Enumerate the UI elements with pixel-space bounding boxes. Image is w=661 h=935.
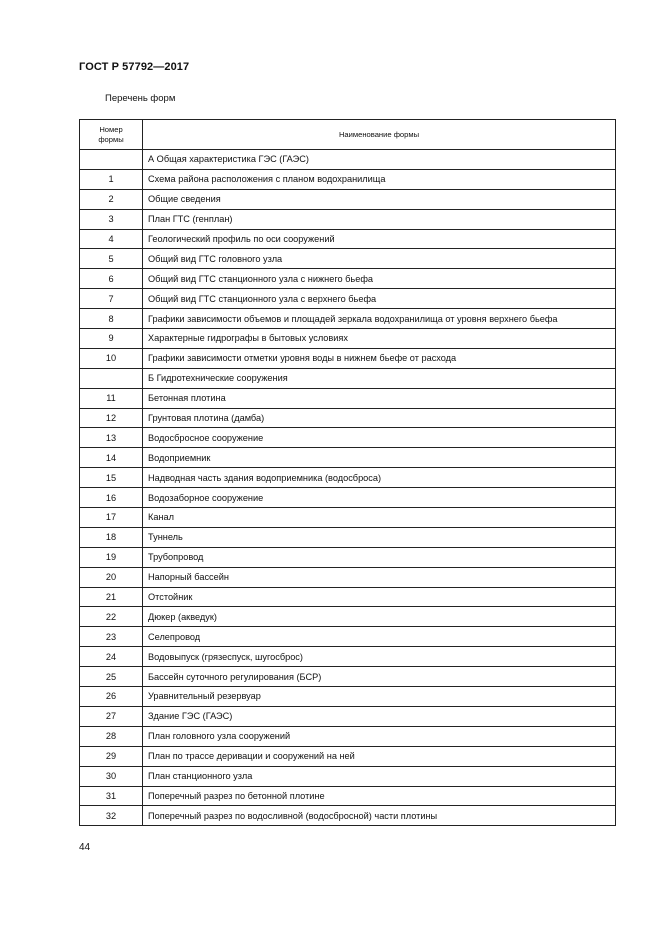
form-name-cell: Отстойник — [143, 587, 616, 607]
form-name-cell: Трубопровод — [143, 547, 616, 567]
table-row — [80, 806, 616, 826]
form-number-cell: 19 — [80, 547, 143, 567]
form-name-cell: Селепровод — [143, 627, 616, 647]
form-name-cell: План ГТС (генплан) — [143, 209, 616, 229]
forms-table — [79, 119, 616, 826]
form-number-cell: 32 — [80, 806, 143, 826]
form-number-cell: 28 — [80, 726, 143, 746]
form-number-cell: 3 — [80, 209, 143, 229]
table-row — [80, 766, 616, 786]
form-name-cell: Геологический профиль по оси сооружений — [143, 229, 616, 249]
form-number-cell: 29 — [80, 746, 143, 766]
form-name-cell: План по трассе деривации и сооружений на ней — [143, 746, 616, 766]
table-row — [80, 746, 616, 766]
form-name-cell: Характерные гидрографы в бытовых условиях — [143, 329, 616, 349]
table-row — [80, 508, 616, 528]
table-row — [80, 567, 616, 587]
form-number-cell: 31 — [80, 786, 143, 806]
table-row — [80, 488, 616, 508]
form-number-cell: 4 — [80, 229, 143, 249]
table-row — [80, 329, 616, 349]
table-row — [80, 169, 616, 189]
form-name-cell: Водоприемник — [143, 448, 616, 468]
table-row — [80, 309, 616, 329]
form-name-cell: Поперечный разрез по бетонной плотине — [143, 786, 616, 806]
form-name-cell: Здание ГЭС (ГАЭС) — [143, 706, 616, 726]
form-number-cell: 25 — [80, 667, 143, 687]
form-name-cell: Туннель — [143, 527, 616, 547]
form-number-cell: 5 — [80, 249, 143, 269]
table-row — [80, 249, 616, 269]
page-number: 44 — [79, 842, 91, 853]
form-number-cell — [80, 368, 143, 388]
table-row — [80, 587, 616, 607]
table-row — [80, 667, 616, 687]
form-name-cell: Общий вид ГТС головного узла — [143, 249, 616, 269]
form-name-cell: Водовыпуск (грязеспуск, шугосброс) — [143, 647, 616, 667]
table-row — [80, 607, 616, 627]
form-number-cell: 7 — [80, 289, 143, 309]
form-number-cell: 20 — [80, 567, 143, 587]
table-row — [80, 468, 616, 488]
form-name-cell: Общий вид ГТС станционного узла с верхнего бьефа — [143, 289, 616, 309]
table-row — [80, 687, 616, 707]
form-number-cell: 14 — [80, 448, 143, 468]
form-name-cell: План головного узла сооружений — [143, 726, 616, 746]
form-number-cell: 23 — [80, 627, 143, 647]
form-name-cell: Общие сведения — [143, 189, 616, 209]
form-number-cell: 22 — [80, 607, 143, 627]
form-name-cell: Надводная часть здания водоприемника (водосброса) — [143, 468, 616, 488]
table-row — [80, 547, 616, 567]
table-row — [80, 706, 616, 726]
form-number-cell: 15 — [80, 468, 143, 488]
form-number-cell: 6 — [80, 269, 143, 289]
table-row — [80, 229, 616, 249]
table-row — [80, 269, 616, 289]
section-title-cell: Б Гидротехнические сооружения — [143, 368, 616, 388]
form-name-cell: Схема района расположения с планом водохранилища — [143, 169, 616, 189]
table-row — [80, 726, 616, 746]
form-name-cell: Напорный бассейн — [143, 567, 616, 587]
table-row — [80, 408, 616, 428]
form-number-cell — [80, 150, 143, 170]
form-number-cell: 8 — [80, 309, 143, 329]
form-name-cell: Уравнительный резервуар — [143, 687, 616, 707]
form-number-cell: 11 — [80, 388, 143, 408]
form-number-cell: 24 — [80, 647, 143, 667]
form-number-cell: 21 — [80, 587, 143, 607]
form-name-cell: Дюкер (акведук) — [143, 607, 616, 627]
form-name-cell: Графики зависимости объемов и площадей зеркала водохранилища от уровня верхнего бьефа — [143, 309, 616, 329]
column-header-number-text: Номер формы — [98, 124, 124, 144]
form-number-cell: 16 — [80, 488, 143, 508]
document-code: ГОСТ Р 57792—2017 — [79, 61, 190, 73]
section-title-cell: А Общая характеристика ГЭС (ГАЭС) — [143, 150, 616, 170]
form-number-cell: 26 — [80, 687, 143, 707]
table-header-row — [80, 120, 616, 150]
table-row — [80, 627, 616, 647]
table-row — [80, 189, 616, 209]
form-number-cell: 17 — [80, 508, 143, 528]
form-name-cell: Бетонная плотина — [143, 388, 616, 408]
table-row — [80, 786, 616, 806]
table-row — [80, 289, 616, 309]
form-name-cell: Грунтовая плотина (дамба) — [143, 408, 616, 428]
form-number-cell: 18 — [80, 527, 143, 547]
table-row — [80, 348, 616, 368]
table-row — [80, 428, 616, 448]
form-name-cell: Поперечный разрез по водосливной (водосбросной) части плотины — [143, 806, 616, 826]
table-row — [80, 448, 616, 468]
section-row — [80, 150, 616, 170]
table-row — [80, 388, 616, 408]
form-number-cell: 30 — [80, 766, 143, 786]
column-header-name: Наименование формы — [143, 120, 616, 150]
table-row — [80, 209, 616, 229]
form-name-cell: Канал — [143, 508, 616, 528]
form-number-cell: 10 — [80, 348, 143, 368]
form-number-cell: 13 — [80, 428, 143, 448]
form-number-cell: 2 — [80, 189, 143, 209]
column-header-number — [80, 120, 143, 150]
form-number-cell: 27 — [80, 706, 143, 726]
list-title: Перечень форм — [105, 93, 176, 104]
form-number-cell: 1 — [80, 169, 143, 189]
form-name-cell: План станционного узла — [143, 766, 616, 786]
table-row — [80, 647, 616, 667]
form-name-cell: Графики зависимости отметки уровня воды в нижнем бьефе от расхода — [143, 348, 616, 368]
table-row — [80, 527, 616, 547]
form-name-cell: Бассейн суточного регулирования (БСР) — [143, 667, 616, 687]
form-name-cell: Водосбросное сооружение — [143, 428, 616, 448]
section-row — [80, 368, 616, 388]
form-number-cell: 12 — [80, 408, 143, 428]
form-name-cell: Общий вид ГТС станционного узла с нижнего бьефа — [143, 269, 616, 289]
form-number-cell: 9 — [80, 329, 143, 349]
form-name-cell: Водозаборное сооружение — [143, 488, 616, 508]
